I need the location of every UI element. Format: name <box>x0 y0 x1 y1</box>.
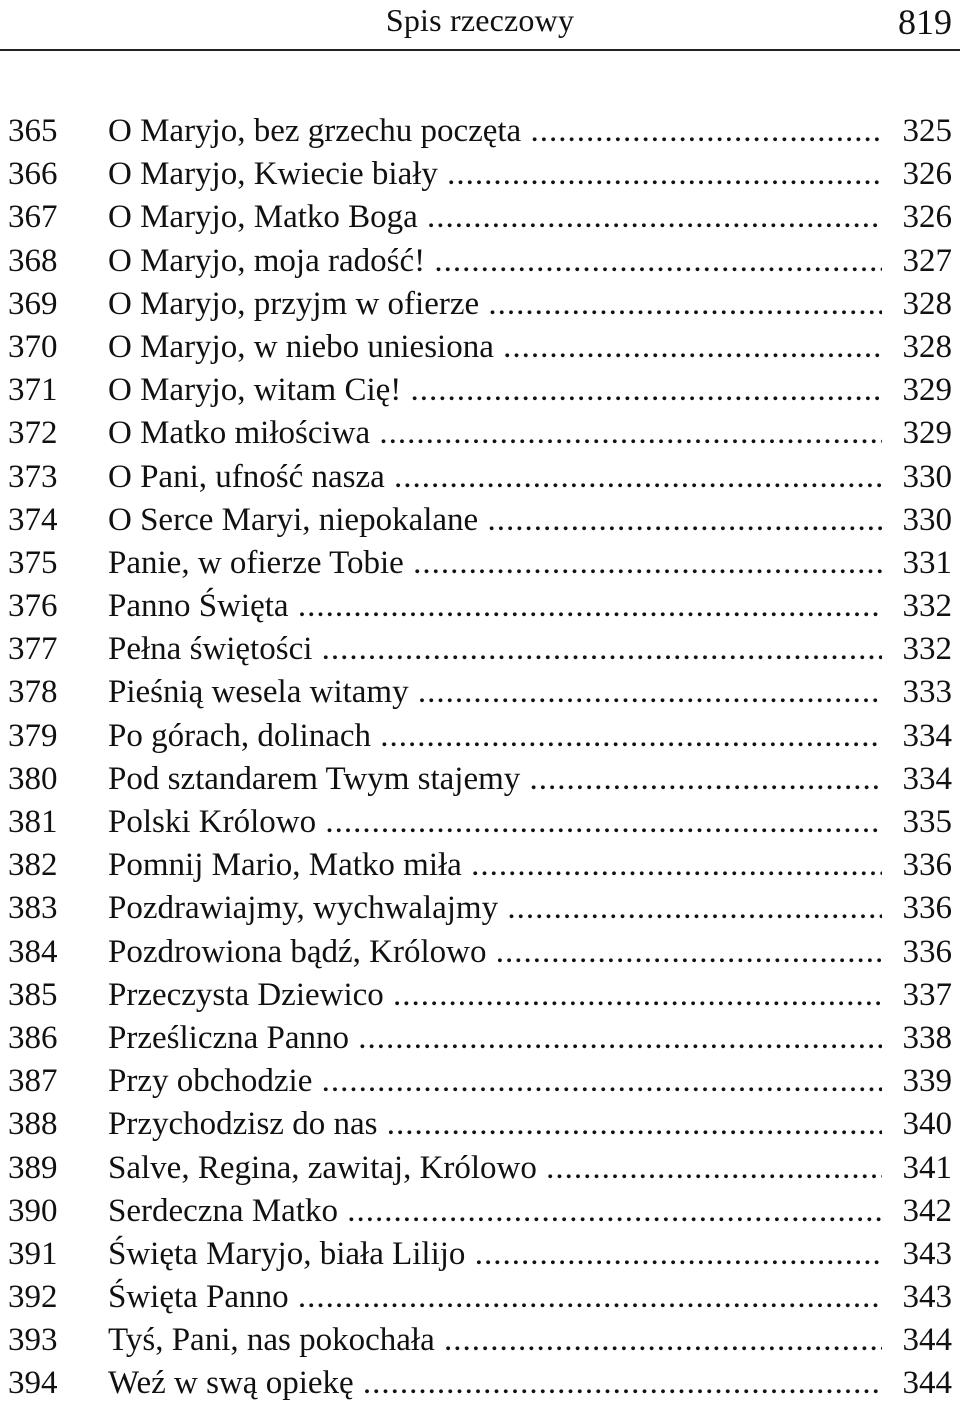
entry-page: 336 <box>882 887 960 930</box>
toc-entry <box>0 369 960 412</box>
entry-title: O Maryjo, witam Cię! ..... <box>108 369 882 412</box>
toc-entry <box>0 974 960 1017</box>
toc-entry <box>0 887 960 930</box>
entry-number: 378 <box>8 674 58 711</box>
entry-title: Przychodzisz do nas ..... <box>108 1103 882 1146</box>
toc-entry <box>0 628 960 671</box>
header-divider <box>0 49 960 51</box>
entry-number: 376 <box>8 588 58 625</box>
toc-entry <box>0 1147 960 1190</box>
toc-entry <box>0 1276 960 1319</box>
toc-entry <box>0 715 960 758</box>
entry-title: O Maryjo, Kwiecie biały ..... <box>108 153 882 196</box>
entry-number: 394 <box>8 1365 58 1402</box>
entry-number: 373 <box>8 458 58 495</box>
entry-number: 365 <box>8 113 58 149</box>
entry-title: O Maryjo, Matko Boga ..... <box>108 196 882 239</box>
entry-page: 340 <box>882 1103 960 1146</box>
entry-title: Święta Panno ..... <box>108 1276 882 1319</box>
entry-page: 343 <box>882 1233 960 1276</box>
entry-number: 391 <box>8 1235 58 1272</box>
entry-title: Przeczysta Dziewico ..... <box>108 974 882 1017</box>
toc-entry <box>0 240 960 283</box>
toc-entry <box>0 499 960 542</box>
toc-entry <box>0 196 960 239</box>
entry-title: O Serce Maryi, niepokalane ..... <box>108 499 882 542</box>
entry-title: Prześliczna Panno ..... <box>108 1017 882 1060</box>
running-title: Spis rzeczowy <box>385 2 575 38</box>
entry-page: 333 <box>882 671 960 714</box>
toc-entry <box>0 153 960 196</box>
entry-number: 379 <box>8 717 58 754</box>
entry-title: Salve, Regina, zawitaj, Królowo ..... <box>108 1147 882 1190</box>
entry-title: Pod sztandarem Twym stajemy ..... <box>108 758 882 801</box>
entry-number: 389 <box>8 1149 58 1186</box>
entry-title: Pomnij Mario, Matko miła ..... <box>108 844 882 887</box>
entry-number: 375 <box>8 544 58 581</box>
entry-number: 377 <box>8 631 58 668</box>
entry-page: 336 <box>882 931 960 974</box>
toc-entry <box>0 456 960 499</box>
entry-page: 335 <box>882 801 960 844</box>
entry-number: 374 <box>8 501 58 538</box>
toc-entry <box>0 758 960 801</box>
entry-page: 328 <box>882 326 960 369</box>
entry-page: 339 <box>882 1060 960 1103</box>
entry-title: O Maryjo, przyjm w ofierze ..... <box>108 283 882 326</box>
toc-entry <box>0 542 960 585</box>
toc-entry <box>0 1233 960 1276</box>
entry-title: Panie, w ofierze Tobie ..... <box>108 542 882 585</box>
entry-number: 366 <box>8 156 58 193</box>
entry-page: 332 <box>882 628 960 671</box>
toc-entry <box>0 1362 960 1405</box>
entry-number: 393 <box>8 1322 58 1359</box>
toc-entry <box>0 801 960 844</box>
entry-page: 343 <box>882 1276 960 1319</box>
entry-title: O Maryjo, moja radość! ..... <box>108 240 882 283</box>
toc-entry <box>0 1103 960 1146</box>
toc-entry <box>0 931 960 974</box>
entry-page: 342 <box>882 1190 960 1233</box>
entry-number: 392 <box>8 1279 58 1316</box>
toc-entry <box>0 585 960 628</box>
entry-number: 383 <box>8 890 58 927</box>
entry-number: 387 <box>8 1063 58 1100</box>
entry-number: 370 <box>8 328 58 365</box>
entry-number: 390 <box>8 1192 58 1229</box>
entry-page: 341 <box>882 1147 960 1190</box>
entry-page: 329 <box>882 412 960 455</box>
entry-page: 326 <box>882 153 960 196</box>
toc-entry <box>0 283 960 326</box>
page-header <box>0 0 960 52</box>
entry-number: 386 <box>8 1019 58 1056</box>
toc-entry <box>0 1017 960 1060</box>
toc-entry <box>0 1319 960 1362</box>
entry-title: Święta Maryjo, biała Lilijo ..... <box>108 1233 882 1276</box>
entry-title: Pełna świętości ..... <box>108 628 882 671</box>
entry-page: 332 <box>882 585 960 628</box>
entry-page: 336 <box>882 844 960 887</box>
entry-number: 369 <box>8 285 58 322</box>
entry-page: 330 <box>882 499 960 542</box>
entry-page: 331 <box>882 542 960 585</box>
entry-title: Polski Królowo ..... <box>108 801 882 844</box>
entry-page: 334 <box>882 758 960 801</box>
entry-title: Tyś, Pani, nas pokochała ..... <box>108 1319 882 1362</box>
entry-title: Pozdrowiona bądź, Królowo ..... <box>108 931 882 974</box>
entry-number: 382 <box>8 847 58 884</box>
entry-page: 334 <box>882 715 960 758</box>
toc-entry <box>0 1190 960 1233</box>
entry-number: 371 <box>8 372 58 409</box>
entry-title: O Matko miłościwa ..... <box>108 412 882 455</box>
toc-entry <box>0 110 960 153</box>
entry-page: 327 <box>882 240 960 283</box>
entry-number: 388 <box>8 1106 58 1143</box>
entry-title: O Maryjo, w niebo uniesiona ..... <box>108 326 882 369</box>
toc-entry <box>0 844 960 887</box>
entry-number: 384 <box>8 933 58 970</box>
entry-number: 372 <box>8 415 58 452</box>
toc-entry <box>0 1060 960 1103</box>
toc-entry <box>0 412 960 455</box>
entry-title: Pieśnią wesela witamy ..... <box>108 671 882 714</box>
entry-page: 328 <box>882 283 960 326</box>
entry-page: 330 <box>882 456 960 499</box>
entry-page: 344 <box>882 1319 960 1362</box>
entry-title: Weź w swą opiekę ..... <box>108 1362 882 1405</box>
entry-number: 368 <box>8 242 58 279</box>
entry-title: O Maryjo, bez grzechu poczęta ..... <box>108 110 882 153</box>
entry-page: 325 <box>882 110 960 153</box>
entry-title: Panno Święta ..... <box>108 585 882 628</box>
table-of-contents <box>0 110 960 1406</box>
page-number: 819 <box>898 2 952 42</box>
entry-number: 367 <box>8 199 58 236</box>
entry-title: O Pani, ufność nasza ..... <box>108 456 882 499</box>
entry-number: 380 <box>8 760 58 797</box>
entry-title: Pozdrawiajmy, wychwalajmy ..... <box>108 887 882 930</box>
entry-number: 381 <box>8 804 58 840</box>
toc-entry <box>0 326 960 369</box>
entry-page: 344 <box>882 1362 960 1405</box>
entry-page: 326 <box>882 196 960 239</box>
entry-title: Przy obchodzie ..... <box>108 1060 882 1103</box>
entry-number: 385 <box>8 976 58 1013</box>
toc-entry <box>0 671 960 714</box>
entry-title: Po górach, dolinach ..... <box>108 715 882 758</box>
entry-page: 337 <box>882 974 960 1017</box>
entry-page: 338 <box>882 1017 960 1060</box>
entry-title: Serdeczna Matko ..... <box>108 1190 882 1233</box>
entry-page: 329 <box>882 369 960 412</box>
